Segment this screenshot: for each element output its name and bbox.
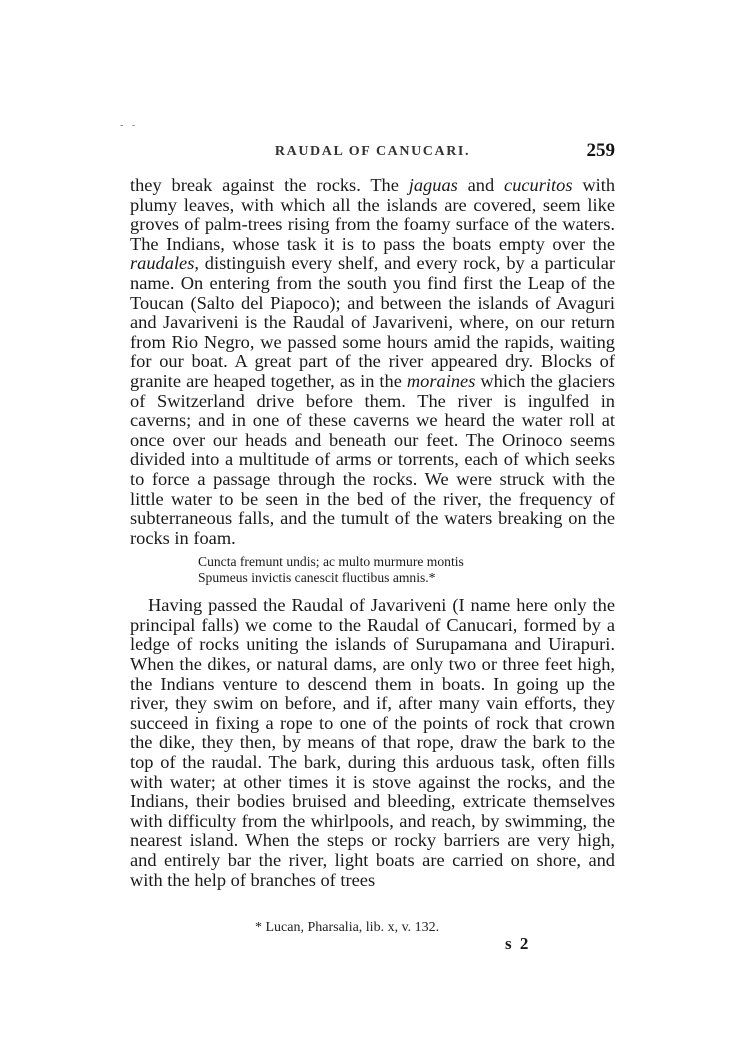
quote-line: Cuncta fremunt undis; ac multo murmure montis <box>198 554 464 570</box>
body-text <box>130 176 615 890</box>
text-run: distinguish every shelf, and every rock, by a particular name. On entering from the south you find first the Leap of the Toucan (Salto del Piapoco); and between the islands of Avaguri and Javariveni is the Raudal of Javariveni, where, on our return from Rio Negro, we passed some hours amid the rapids, waiting for our boat. A great part of the river appeared dry. Blocks of granite are heaped together, as in the <box>130 253 615 391</box>
text-run: with plumy leaves, with which all the islands are covered, seem like groves of palm-trees rising from the foamy surface of the waters. The Indians, whose task it is to pass the boats empty over the <box>130 175 616 254</box>
latin-quotation <box>198 554 615 586</box>
paragraph-canucari: Having passed the Raudal of Javariveni (I name here only the principal falls) we come to the Raudal of Canucari, formed by a ledge of rocks uniting the islands of Surupamana and Uirapuri. When the dikes, or natural dams, are only two or three feet high, the Indians venture to descend them in boats. In going up the river, they swim on before, and if, after many vain efforts, they succeed in fixing a rope to one of the points of rock that crown the dike, they then, by means of that rope, draw the bark to the top of the raudal. The bark, during this arduous task, often fills with water; at other times it is stove against the rocks, and the Indians, their bodies bruised and bleeding, extricate themselves with difficulty from the whirlpools, and reach, by swimming, the nearest island. When the steps or rocky barriers are very high, and entirely bar the river, light boats are carried on shore, and with the help of branches of trees <box>130 595 615 890</box>
signature-mark: s 2 <box>505 934 531 953</box>
running-title: RAUDAL OF CANUCARI. <box>274 144 471 159</box>
stray-mark: - - <box>120 120 139 131</box>
quote-line: Spumeus invictis canescit fluctibus amnis.* <box>198 570 436 586</box>
text-run: and <box>457 175 505 195</box>
italic-term: moraines <box>406 370 476 391</box>
text-run: which the glaciers of Switzerland drive before them. The river is ingulfed in caverns; and in one of these caverns we heard the water roll at once over our heads and beneath our feet. The Orinoco seems divided into a multitude of arms or torrents, each of which seeks to force a passage through the rocks. We were struck with the little water to be seen in the bed of the river, the frequency of subterraneous falls, and the tumult of the waters breaking on the rocks in foam. <box>130 370 615 548</box>
running-head <box>130 140 615 166</box>
footnote: * Lucan, Pharsalia, lib. x, v. 132. <box>255 920 440 935</box>
italic-term: cucuritos <box>504 175 573 195</box>
text-run: they break against the rocks. The <box>130 175 409 195</box>
page-number: 259 <box>586 140 615 161</box>
paragraph-continued <box>130 176 615 548</box>
italic-term: jaguas <box>408 175 458 195</box>
italic-term: raudales, <box>130 253 199 274</box>
